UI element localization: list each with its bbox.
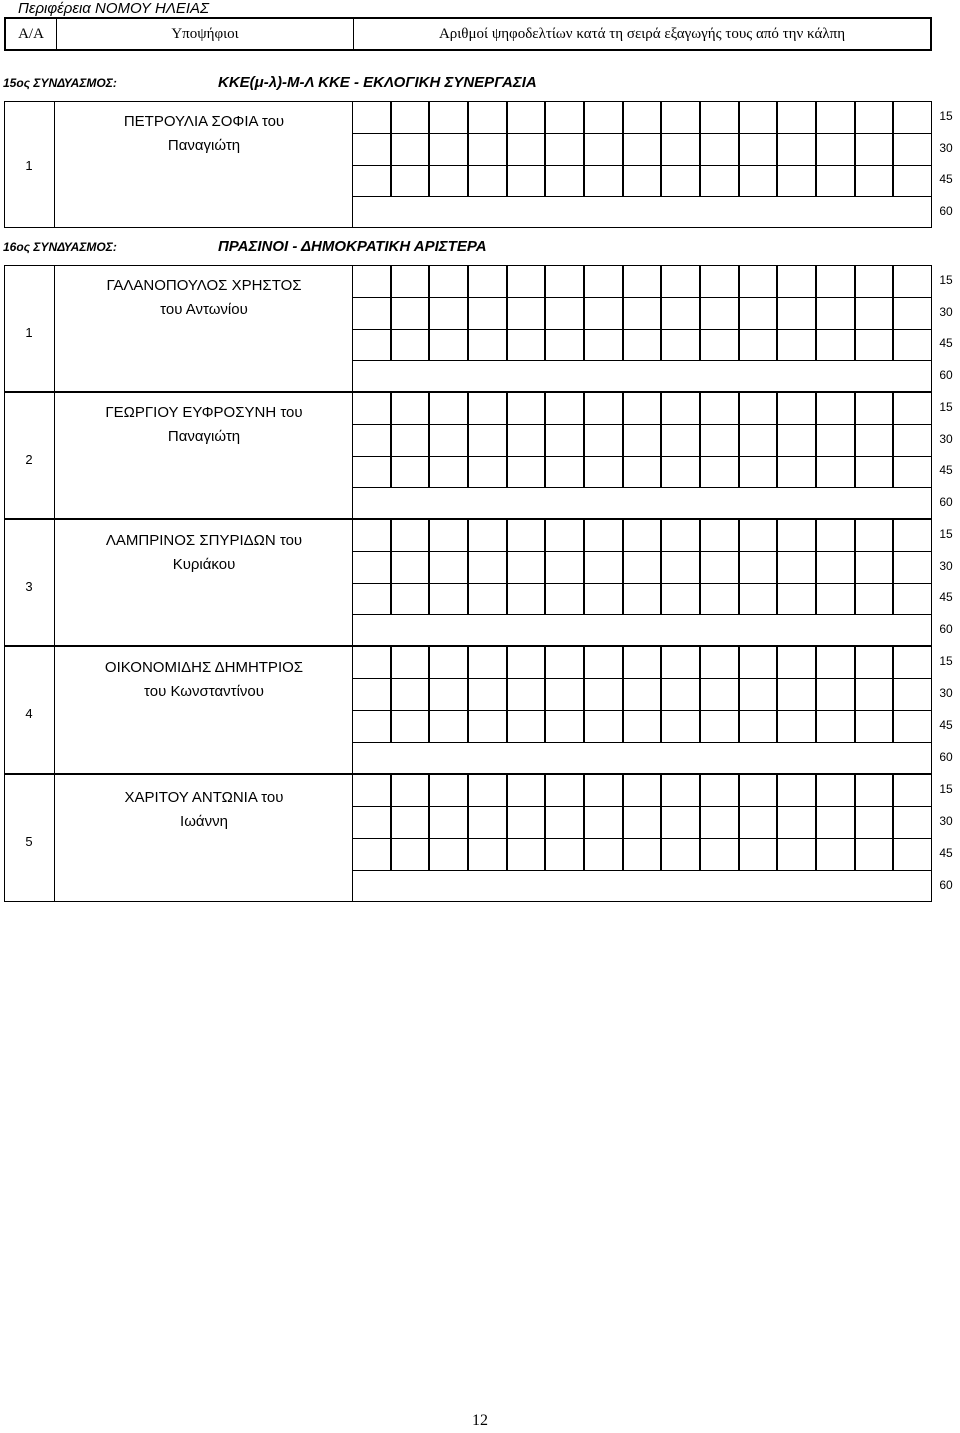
tally-tick-label: 30 [939,559,953,573]
column-divider [54,392,55,519]
coalition-number: 15ος ΣΥΝΔΥΑΣΜΟΣ: [3,76,117,90]
tally-grid-line [699,646,701,742]
coalition-name: ΠΡΑΣΙΝΟΙ - ΔΗΜΟΚΡΑΤΙΚΗ ΑΡΙΣΤΕΡΑ [218,238,487,255]
tally-grid-line [506,101,508,196]
tally-grid-line [854,519,856,614]
tally-tick-label: 60 [939,878,953,892]
tally-row-line [352,710,932,711]
coalition-header [0,238,960,258]
candidate-row [4,265,958,392]
tally-grid-line [544,646,546,742]
tally-grid-line [390,774,392,870]
candidate-name-line1: ΠΕΤΡΟΥΛΙΑ ΣΟΦΙΑ του [123,113,285,130]
candidate-name-line1: ΟΙΚΟΝΟΜΙΔΗΣ ΔΗΜΗΤΡΙΟΣ [104,659,304,676]
tally-grid-line [583,392,585,487]
tally-row-line [352,360,932,361]
tally-grid-line [390,519,392,614]
candidate-row [4,646,958,774]
tally-grid-line [815,519,817,614]
tally-grid-line [738,265,740,360]
tally-grid-line [815,265,817,360]
tally-grid-line [428,646,430,742]
tally-tick-label: 60 [939,622,953,636]
tally-grid-line [428,101,430,196]
coalition-number: 16ος ΣΥΝΔΥΑΣΜΟΣ: [3,240,117,254]
candidate-aa: 1 [25,325,33,340]
tally-grid-line [390,265,392,360]
tally-row-line [352,456,932,457]
coalition-header [0,74,960,94]
tally-grid-line [854,646,856,742]
tally-grid-line [583,774,585,870]
tally-row-line [352,551,932,552]
tally-grid-line [660,392,662,487]
candidate-name-line2: Παναγιώτη [167,428,241,445]
coalition-name: ΚΚΕ(μ-λ)-Μ-Λ ΚΚΕ - ΕΚΛΟΓΙΚΗ ΣΥΝΕΡΓΑΣΙΑ [218,74,537,91]
tally-grid-line [622,392,624,487]
tally-grid-line [660,646,662,742]
candidate-row [4,774,958,902]
tally-grid-line [467,265,469,360]
tally-grid-line [815,646,817,742]
column-divider [54,101,55,228]
tally-grid-line [390,646,392,742]
tally-tick-label: 15 [939,400,953,414]
candidate-aa: 2 [25,452,33,467]
tally-grid-line [506,519,508,614]
tally-tick-label: 60 [939,368,953,382]
tally-grid-line [506,392,508,487]
tally-grid-line [544,392,546,487]
tally-grid-line [892,101,894,196]
tally-tick-label: 60 [939,495,953,509]
tally-grid-line [892,392,894,487]
tally-tick-label: 15 [939,109,953,123]
candidate-name-line1: ΛΑΜΠΡΙΝΟΣ ΣΠΥΡΙΔΩΝ του [105,532,303,549]
tally-tick-label: 15 [939,527,953,541]
tally-grid-line [428,265,430,360]
tally-grid-line [622,265,624,360]
region-title: Περιφέρεια ΝΟΜΟΥ ΗΛΕΙΑΣ [18,0,210,17]
tally-grid-line [390,392,392,487]
candidate-row [4,519,958,646]
tally-grid-line [467,392,469,487]
tally-grid-line [583,265,585,360]
tally-grid-line [622,519,624,614]
candidate-name-line2: Παναγιώτη [167,137,241,154]
tally-grid-line [428,392,430,487]
tally-grid-line [892,265,894,360]
column-divider [54,774,55,902]
tally-grid-line [428,519,430,614]
column-divider [54,519,55,646]
tally-grid-line [506,265,508,360]
header-counts: Αριθμοί ψηφοδελτίων κατά τη σειρά εξαγωγής τους από την κάλπη [438,25,846,42]
tally-grid-line [699,265,701,360]
candidate-name-line2: Ιωάννη [180,813,228,830]
column-divider [54,646,55,774]
tally-grid-line [699,392,701,487]
tally-grid-line [660,101,662,196]
tally-grid-line [815,392,817,487]
tally-grid-line [854,265,856,360]
tally-row-line [352,133,932,134]
tally-row-line [352,742,932,743]
tally-tick-label: 45 [939,718,953,732]
tally-grid-line [738,774,740,870]
tally-grid-line [506,774,508,870]
tally-grid-line [854,392,856,487]
tally-tick-label: 15 [939,273,953,287]
tally-grid-line [660,774,662,870]
tally-grid-line [544,265,546,360]
candidate-aa: 5 [25,834,33,849]
tally-grid-line [660,265,662,360]
table-header [4,17,932,51]
tally-tick-label: 30 [939,686,953,700]
tally-grid-line [506,646,508,742]
tally-grid-line [699,101,701,196]
tally-grid-line [854,101,856,196]
page-number: 12 [472,1412,488,1429]
tally-row-line [352,806,932,807]
tally-grid-line [390,101,392,196]
column-divider [54,265,55,392]
tally-tick-label: 45 [939,336,953,350]
tally-grid-line [660,519,662,614]
tally-grid-line [892,519,894,614]
tally-grid-line [815,101,817,196]
tally-grid-line [854,774,856,870]
tally-grid-line [738,392,740,487]
tally-tick-label: 15 [939,654,953,668]
candidate-aa: 4 [25,706,33,721]
tally-row-line [352,678,932,679]
tally-tick-label: 45 [939,172,953,186]
tally-tick-label: 30 [939,305,953,319]
tally-grid-line [776,774,778,870]
tally-grid-line [544,101,546,196]
candidate-row [4,392,958,519]
tally-grid-line [428,774,430,870]
tally-grid-line [892,774,894,870]
tally-grid-line [467,646,469,742]
tally-grid-line [776,265,778,360]
tally-grid-line [738,646,740,742]
tally-row-line [352,329,932,330]
tally-grid-line [776,646,778,742]
candidate-aa: 1 [25,158,33,173]
tally-row-line [352,583,932,584]
tally-row-line [352,614,932,615]
tally-grid-line [776,392,778,487]
candidate-name-line2: του Αντωνίου [160,301,248,318]
header-candidates: Υποψήφιοι [57,19,354,49]
tally-grid-line [738,101,740,196]
header-aa: Α/Α [6,19,57,49]
tally-grid-line [776,101,778,196]
tally-row-line [352,838,932,839]
candidate-name-line1: ΧΑΡΙΤΟΥ ΑΝΤΩΝΙΑ του [124,789,284,806]
tally-row-line [352,424,932,425]
tally-row-line [352,870,932,871]
tally-row-line [352,297,932,298]
tally-grid-line [738,519,740,614]
tally-grid-line [467,101,469,196]
candidate-row [4,101,958,228]
tally-tick-label: 45 [939,590,953,604]
tally-grid-line [622,101,624,196]
tally-grid-line [467,774,469,870]
tally-tick-label: 30 [939,141,953,155]
tally-tick-label: 60 [939,204,953,218]
candidate-name-line1: ΓΑΛΑΝΟΠΟΥΛΟΣ ΧΡΗΣΤΟΣ [106,277,302,294]
candidate-aa: 3 [25,579,33,594]
candidate-name-line1: ΓΕΩΡΓΙΟΥ ΕΥΦΡΟΣΥΝΗ του [105,404,303,421]
tally-grid-line [622,646,624,742]
tally-tick-label: 45 [939,846,953,860]
tally-grid-line [583,519,585,614]
tally-tick-label: 60 [939,750,953,764]
tally-grid-line [776,519,778,614]
tally-grid-line [699,774,701,870]
tally-row-line [352,487,932,488]
candidate-name-line2: του Κωνσταντίνου [144,683,264,700]
tally-grid-line [815,774,817,870]
tally-grid-line [583,646,585,742]
tally-row-line [352,165,932,166]
tally-tick-label: 45 [939,463,953,477]
tally-row-line [352,196,932,197]
tally-grid-line [544,519,546,614]
tally-tick-label: 15 [939,782,953,796]
tally-grid-line [583,101,585,196]
tally-grid-line [699,519,701,614]
tally-grid-line [467,519,469,614]
tally-tick-label: 30 [939,814,953,828]
tally-tick-label: 30 [939,432,953,446]
tally-grid-line [622,774,624,870]
tally-grid-line [544,774,546,870]
candidate-name-line2: Κυριάκου [172,556,236,573]
tally-grid-line [892,646,894,742]
